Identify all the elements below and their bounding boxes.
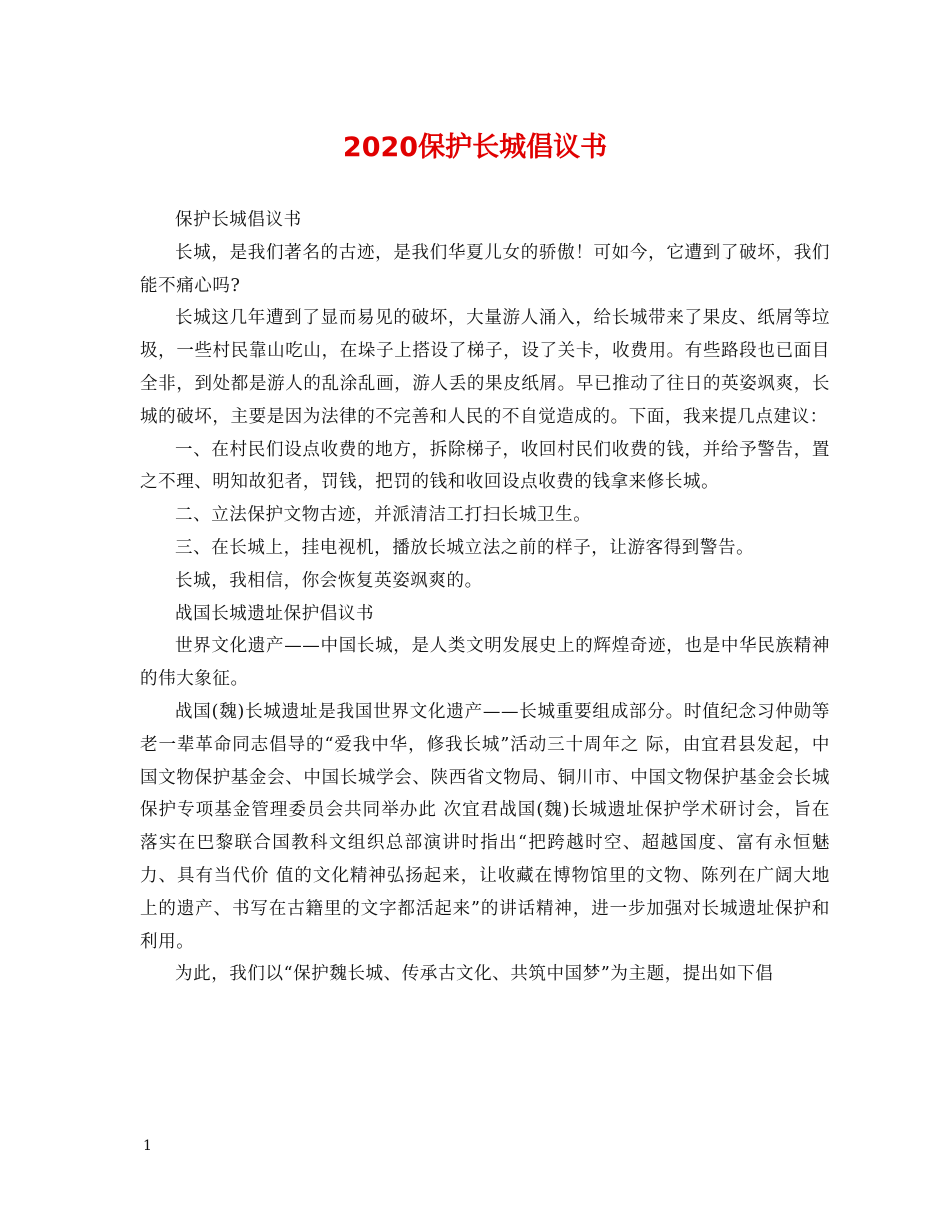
document-body — [140, 204, 830, 991]
paragraph: 保护长城倡议书 — [175, 210, 302, 230]
paragraph: 世界文化遗产——中国长城，是人类文明发展史上的辉煌奇迹，也是中华民族精神的伟大象征。 — [140, 636, 830, 690]
paragraph: 长城，是我们著名的古迹，是我们华夏儿女的骄傲！可如今，它遭到了破坏，我们能不痛心吗? — [140, 242, 830, 296]
paragraph: 二、立法保护文物古迹，并派清洁工打扫长城卫生。 — [175, 505, 592, 526]
paragraph: 为此，我们以“保护魏长城、传承古文化、共筑中国梦”为主题，提出如下倡 — [175, 964, 774, 985]
paragraph: 长城，我相信，你会恢复英姿飒爽的。 — [175, 570, 483, 591]
document-title: 2020保护长城倡议书 — [342, 132, 608, 163]
page-number: 1 — [143, 1138, 152, 1154]
paragraph: 三、在长城上，挂电视机，播放长城立法之前的样子，让游客得到警告。 — [175, 537, 755, 558]
paragraph: 战国长城遗址保护倡议书 — [175, 603, 375, 624]
paragraph: 战国(魏)长城遗址是我国世界文化遗产——长城重要组成部分。时值纪念习仲勋等老一辈革命同志倡导的“爱我中华，修我长城”活动三十周年之 际，由宜君县发起，中国文物保护基金会、中国长城学会、陕西省文物局、铜川市、中国文物保护基金会长城保护专项基金管理委员会共同举办此 次宜君战国(魏)长城遗址保护学术研讨会，旨在落实在巴黎联合国教科文组织总部演讲时指出“把跨越时空、超越国度、富有永恒魅力、具有当代价 值的文化精神弘扬起来，让收藏在博物馆里的文物、陈列在广阔大地上的遗产、书写在古籍里的文字都活起来”的讲话精神，进一步加强对长城遗址保护和利用。 — [140, 701, 830, 952]
paragraph: 一、在村民们设点收费的地方，拆除梯子，收回村民们收费的钱，并给予警告，置之不理、明知故犯者，罚钱，把罚的钱和收回设点收费的钱拿来修长城。 — [140, 439, 830, 493]
paragraph: 长城这几年遭到了显而易见的破坏，大量游人涌入，给长城带来了果皮、纸屑等垃圾，一些村民靠山吃山，在垛子上搭设了梯子，设了关卡，收费用。有些路段也已面目全非，到处都是游人的乱涂乱画，游人丢的果皮纸屑。早已推动了往日的英姿飒爽，长城的破坏，主要是因为法律的不完善和人民的不自觉造成的。下面，我来提几点建议： — [140, 308, 830, 427]
